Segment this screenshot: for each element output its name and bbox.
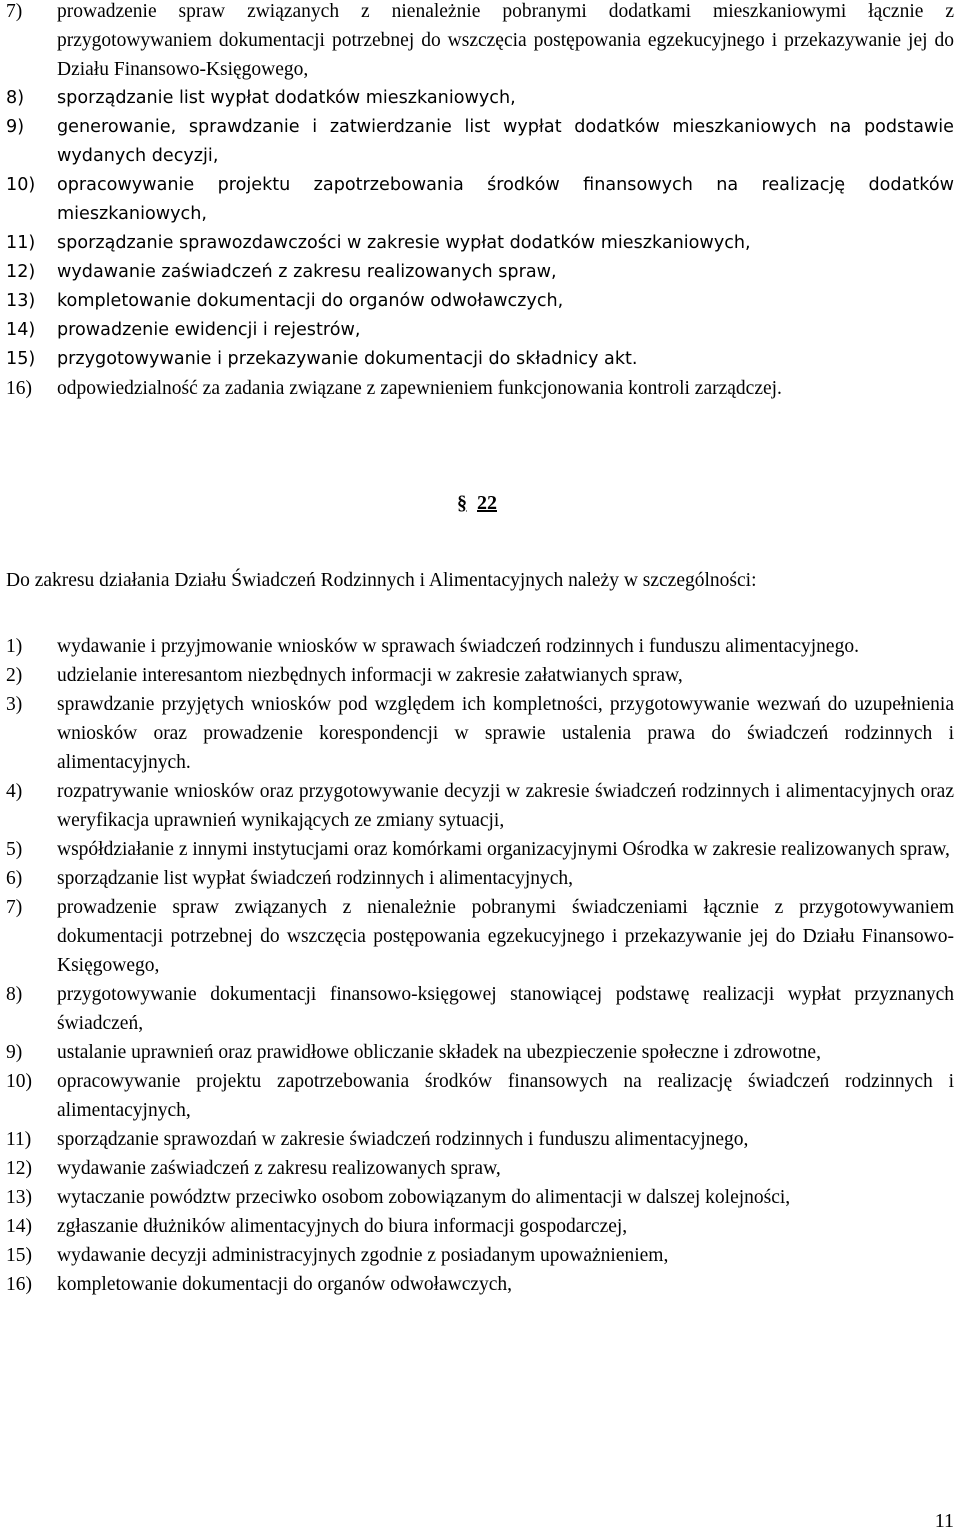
list-item-text: kompletowanie dokumentacji do organów odwoławczych, <box>57 1274 513 1295</box>
list-item <box>6 1067 954 1125</box>
list-item-number: 15) <box>6 1245 32 1266</box>
list-item <box>6 632 954 661</box>
list-item-text: sporządzanie sprawozdań w zakresie świadczeń rodzinnych i funduszu alimentacyjnego, <box>57 1129 749 1150</box>
list-item <box>6 113 954 171</box>
list-item <box>6 287 954 316</box>
list-item-text: wytaczanie powództw przeciwko osobom zobowiązanym do alimentacji w dalszej kolejności, <box>57 1187 791 1208</box>
list-item-text: prowadzenie ewidencji i rejestrów, <box>57 320 361 340</box>
list-item <box>6 1241 954 1270</box>
list-item <box>6 1270 954 1299</box>
list-item-number: 8) <box>6 984 23 1005</box>
list-item-number: 2) <box>6 665 23 686</box>
list-item <box>6 258 954 287</box>
list-item <box>6 345 954 374</box>
list-item <box>6 893 954 980</box>
list-item <box>6 864 954 893</box>
list-item-text: udzielanie interesantom niezbędnych informacji w zakresie załatwianych spraw, <box>57 665 683 686</box>
list-item-text: przygotowywanie dokumentacji finansowo-księgowej stanowiącej podstawę realizacji wypłat przyznanych świadczeń, <box>57 984 954 1034</box>
list-item-number: 3) <box>6 694 23 715</box>
list-item-text: sporządzanie list wypłat dodatków mieszkaniowych, <box>57 88 516 108</box>
list-item <box>6 316 954 345</box>
list-item-text: wydawanie zaświadczeń z zakresu realizowanych spraw, <box>57 262 557 282</box>
list-item-number: 1) <box>6 636 23 657</box>
list-item-number: 6) <box>6 868 23 889</box>
section-symbol: § <box>457 492 467 514</box>
list-item <box>6 1038 954 1067</box>
list-item-text: przygotowywanie i przekazywanie dokumentacji do składnicy akt. <box>57 349 638 369</box>
list-item-text: sporządzanie sprawozdawczości w zakresie wypłat dodatków mieszkaniowych, <box>57 233 751 253</box>
list-item-number: 10) <box>6 1071 32 1092</box>
list-item-number: 16) <box>6 1274 32 1295</box>
list-item-number: 4) <box>6 781 23 802</box>
list-item-text: wydawanie decyzji administracyjnych zgodnie z posiadanym upoważnieniem, <box>57 1245 669 1266</box>
list-item-text: rozpatrywanie wniosków oraz przygotowywanie decyzji w zakresie świadczeń rodzinnych i alimentacyjnych oraz weryfikacja uprawnień wynikających ze zmiany sytuacji, <box>57 781 954 831</box>
list-item <box>6 661 954 690</box>
list-item-text: współdziałanie z innymi instytucjami oraz komórkami organizacyjnymi Ośrodka w zakresie realizowanych spraw, <box>57 839 950 860</box>
list-item <box>6 777 954 835</box>
list-item-number: 7) <box>6 1 23 22</box>
list-item-number: 10) <box>6 175 36 195</box>
list-item-text: ustalanie uprawnień oraz prawidłowe obliczanie składek na ubezpieczenie społeczne i zdrowotne, <box>57 1042 821 1063</box>
list-item <box>6 84 954 113</box>
list-item-number: 5) <box>6 839 23 860</box>
list-item-number: 13) <box>6 1187 32 1208</box>
list-item-text: kompletowanie dokumentacji do organów odwoławczych, <box>57 291 564 311</box>
list-item <box>6 229 954 258</box>
list-item <box>6 171 954 229</box>
list-item-number: 8) <box>6 88 25 108</box>
list-item-text: prowadzenie spraw związanych z nienależnie pobranymi dodatkami mieszkaniowymi łącznie z przygotowywaniem dokumentacji potrzebnej do wszczęcia postępowania egzekucyjnego i przekazywanie jej do Działu Finansowo-Księgowego, <box>57 1 954 80</box>
list-item <box>6 0 954 84</box>
list-item <box>6 374 954 403</box>
list-item-number: 11) <box>6 1129 32 1150</box>
list-item-text: opracowywanie projektu zapotrzebowania środków finansowych na realizację świadczeń rodzinnych i alimentacyjnych, <box>57 1071 954 1121</box>
list-item-number: 12) <box>6 262 36 282</box>
list-item <box>6 1125 954 1154</box>
list-item <box>6 1183 954 1212</box>
list-item-number: 12) <box>6 1158 32 1179</box>
list-item-number: 14) <box>6 1216 32 1237</box>
list-item <box>6 835 954 864</box>
list-item-number: 13) <box>6 291 36 311</box>
list-item <box>6 690 954 777</box>
duties-list-housing <box>6 0 954 403</box>
list-item-text: opracowywanie projektu zapotrzebowania środków finansowych na realizację dodatków mieszkaniowych, <box>57 175 954 224</box>
list-item-text: sprawdzanie przyjętych wniosków pod względem ich kompletności, przygotowywanie wezwań do uzupełnienia wniosków oraz prowadzenie korespondencji w sprawie ustalenia prawa do świadczeń rodzinnych i alimentacyjnych. <box>57 694 954 773</box>
section-number: 22 <box>477 492 497 514</box>
list-item-text: prowadzenie spraw związanych z nienależnie pobranymi świadczeniami łącznie z przygotowywaniem dokumentacji potrzebnej do wszczęcia postępowania egzekucyjnego i przekazywanie jej do Działu Finansowo-Księgowego, <box>57 897 954 976</box>
section-intro: Do zakresu działania Działu Świadczeń Rodzinnych i Alimentacyjnych należy w szczególności: <box>6 569 757 591</box>
list-item-text: wydawanie i przyjmowanie wniosków w sprawach świadczeń rodzinnych i funduszu alimentacyjnego. <box>57 636 859 657</box>
list-item-text: wydawanie zaświadczeń z zakresu realizowanych spraw, <box>57 1158 501 1179</box>
list-item-text: sporządzanie list wypłat świadczeń rodzinnych i alimentacyjnych, <box>57 868 574 889</box>
duties-list-family-benefits <box>6 632 954 1299</box>
list-item-text: odpowiedzialność za zadania związane z zapewnieniem funkcjonowania kontroli zarządczej. <box>57 378 782 399</box>
list-item-number: 9) <box>6 1042 23 1063</box>
list-item-number: 16) <box>6 378 32 399</box>
list-item <box>6 1154 954 1183</box>
list-item-number: 14) <box>6 320 36 340</box>
list-item-text: generowanie, sprawdzanie i zatwierdzanie list wypłat dodatków mieszkaniowych na podstawie wydanych decyzji, <box>57 117 954 166</box>
list-item-number: 7) <box>6 897 23 918</box>
list-item-number: 15) <box>6 349 36 369</box>
list-item-number: 9) <box>6 117 25 137</box>
list-item <box>6 1212 954 1241</box>
page-number: 11 <box>934 1510 954 1532</box>
list-item <box>6 980 954 1038</box>
section-heading <box>457 488 497 518</box>
list-item-number: 11) <box>6 233 36 253</box>
list-item-text: zgłaszanie dłużników alimentacyjnych do biura informacji gospodarczej, <box>57 1216 628 1237</box>
